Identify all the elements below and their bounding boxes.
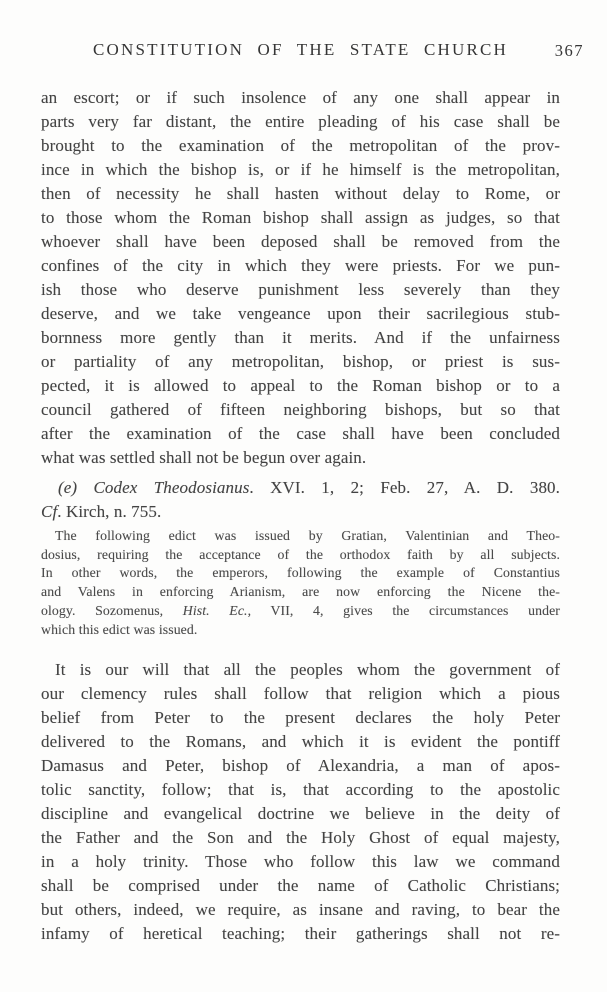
text-line: delivered to the Romans, and which it is evident the pontiff (41, 732, 560, 752)
text-line: and Valens in enforcing Arianism, are now enforcing the Nicene the- (41, 584, 560, 600)
text-line: The following edict was issued by Gratian, Valentinian and Theo- (55, 528, 560, 543)
text-line: dosius, requiring the acceptance of the orthodox faith by all subjects. (41, 546, 560, 562)
text-line: whoever shall have been deposed shall be removed from the (41, 232, 560, 251)
citation-line (41, 476, 560, 524)
text-line: what was settled shall not be begun over again. (41, 448, 367, 467)
text-line: which this edict was issued. (41, 621, 198, 637)
paragraph-main-1 (41, 86, 560, 470)
text-line: bornness more gently than it merits. And if the unfairness (41, 328, 560, 347)
text-line: council gathered of fifteen neighboring bishops, but so that (41, 400, 560, 419)
text-line: It is our will that all the peoples whom the government of (55, 660, 560, 680)
text-line: in a holy trinity. Those who follow this law we command (41, 852, 560, 872)
text-line: tolic sanctity, follow; that is, that according to the apostolic (41, 780, 560, 800)
text-line: an escort; or if such insolence of any one shall appear in (41, 88, 560, 107)
text-line: In other words, the emperors, following the example of Constantius (41, 565, 560, 581)
text-line: the Father and the Son and the Holy Ghost of equal majesty, (41, 828, 560, 848)
text-line: then of necessity he shall hasten without delay to Rome, or (41, 184, 560, 203)
text-line: discipline and evangelical doctrine we believe in the deity of (41, 804, 560, 824)
running-head (41, 40, 584, 66)
text-line: ology. Sozomenus, Hist. Ec., VII, 4, gives the circumstances under (41, 602, 560, 618)
paragraph-main-2 (41, 658, 560, 946)
running-head-title: CONSTITUTION OF THE STATE CHURCH (92, 40, 509, 59)
text-line: belief from Peter to the present declares the holy Peter (41, 708, 560, 728)
text-line: parts very far distant, the entire pleading of his case shall be (41, 112, 560, 131)
text-line: (e) Codex Theodosianus. XVI. 1, 2; Feb. 27, A. D. 380. (58, 478, 561, 497)
text-line: deserve, and we take vengeance upon their sacrilegious stub- (41, 304, 560, 323)
text-line: or partiality of any metropolitan, bishop, or priest is sus- (41, 352, 560, 371)
text-line: Damasus and Peter, bishop of Alexandria, a man of apos- (41, 756, 560, 776)
text-line: confines of the city in which they were priests. For we pun- (41, 256, 560, 275)
text-line: our clemency rules shall follow that religion which a pious (41, 684, 560, 704)
text-line: to those whom the Roman bishop shall assign as judges, so that (41, 208, 560, 227)
text-line: pected, it is allowed to appeal to the Roman bishop or to a (41, 376, 560, 395)
text-line: but others, indeed, we require, as insane and raving, to bear the (41, 900, 560, 920)
editorial-note (41, 527, 560, 639)
text-line: shall be comprised under the name of Catholic Christians; (41, 876, 560, 896)
text-line: brought to the examination of the metropolitan of the prov- (41, 136, 560, 155)
page-number: 367 (554, 41, 584, 60)
text-line: Cf. Kirch, n. 755. (41, 502, 162, 521)
text-line: after the examination of the case shall have been concluded (41, 424, 560, 443)
text-line: ince in which the bishop is, or if he himself is the metropolitan, (41, 160, 560, 179)
text-line: infamy of heretical teaching; their gatherings shall not re- (41, 924, 560, 944)
text-line: ish those who deserve punishment less severely than they (41, 280, 560, 299)
